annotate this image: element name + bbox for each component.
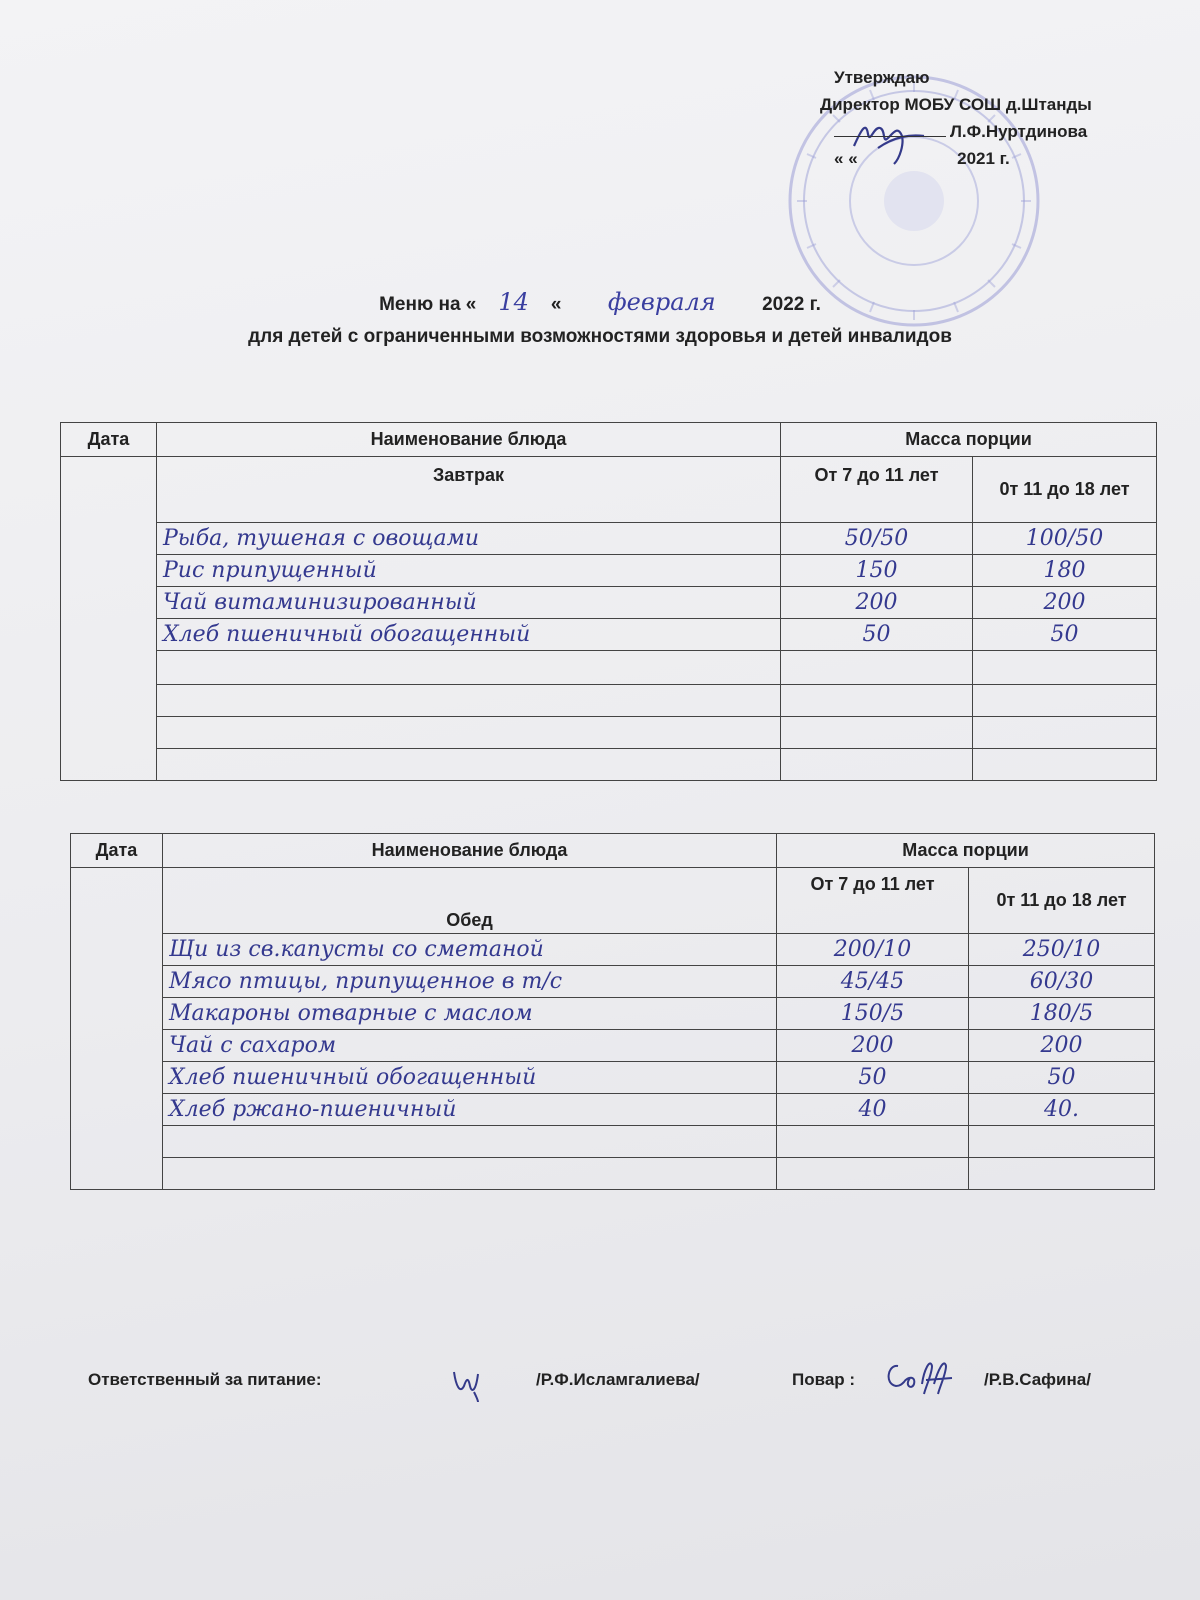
portion-7-11: 200/10: [777, 934, 969, 966]
table-header-row: [71, 834, 1155, 868]
dish-name: Щи из св.капусты со сметаной: [163, 934, 777, 966]
portion-11-18: 200: [969, 1030, 1155, 1062]
approval-label: Утверждаю: [834, 68, 930, 87]
footer-signatures: [88, 1370, 1188, 1410]
title-month: февраля: [607, 288, 716, 316]
portion-7-11: 150: [781, 555, 973, 587]
date-cell: [61, 457, 157, 781]
dish-name: Чай с сахаром: [163, 1030, 777, 1062]
dish-name: Макароны отварные с маслом: [163, 998, 777, 1030]
cook-signature-icon: [882, 1356, 964, 1396]
portion-11-18: 180: [973, 555, 1157, 587]
header-portion: Масса порции: [777, 834, 1155, 868]
title-prefix: Меню на «: [379, 294, 477, 315]
dish-name: Хлеб ржано-пшеничный: [163, 1094, 777, 1126]
header-dish: Наименование блюда: [163, 834, 777, 868]
approval-position: Директор МОБУ СОШ д.Штанды: [820, 95, 1092, 114]
portion-7-11: 40: [777, 1094, 969, 1126]
approval-block: [820, 64, 1092, 172]
table-row: [71, 1062, 1155, 1094]
header-age-11-18: 0т 11 до 18 лет: [973, 457, 1157, 523]
dish-name: Мясо птицы, припущенное в т/с: [163, 966, 777, 998]
header-dish: Наименование блюда: [157, 423, 781, 457]
empty-row: [61, 717, 1157, 749]
portion-11-18: 50: [973, 619, 1157, 651]
portion-11-18: 50: [969, 1062, 1155, 1094]
dish-name: Чай витаминизированный: [157, 587, 781, 619]
table-row: [71, 1030, 1155, 1062]
approval-date-open: «: [834, 149, 844, 168]
portion-11-18: 250/10: [969, 934, 1155, 966]
cook-name: /Р.В.Сафина/: [984, 1370, 1091, 1389]
dish-name: Рыба, тушеная с овощами: [157, 523, 781, 555]
empty-row: [71, 1126, 1155, 1158]
table-subheader-row: [61, 457, 1157, 523]
title-year: 2022 г.: [762, 294, 821, 315]
approval-date-mid: «: [848, 149, 858, 168]
portion-7-11: 200: [777, 1030, 969, 1062]
table-subheader-row: [71, 868, 1155, 934]
responsible-signature-icon: [448, 1362, 488, 1402]
portion-7-11: 45/45: [777, 966, 969, 998]
meal-label-lunch: Обед: [163, 868, 777, 934]
empty-row: [71, 1158, 1155, 1190]
signature-line: [834, 122, 946, 137]
portion-7-11: 150/5: [777, 998, 969, 1030]
approval-name: Л.Ф.Нуртдинова: [950, 122, 1088, 141]
dish-name: Рис припущенный: [157, 555, 781, 587]
title-mid: «: [550, 294, 562, 315]
table-row: [61, 555, 1157, 587]
responsible-name: /Р.Ф.Исламгалиева/: [536, 1370, 700, 1389]
dish-name: Хлеб пшеничный обогащенный: [157, 619, 781, 651]
empty-row: [61, 651, 1157, 685]
empty-row: [61, 685, 1157, 717]
portion-11-18: 40.: [969, 1094, 1155, 1126]
table-row: [71, 1094, 1155, 1126]
table-row: [61, 619, 1157, 651]
table-row: [71, 934, 1155, 966]
table-row: [61, 523, 1157, 555]
page-title: [0, 288, 1200, 316]
header-portion: Масса порции: [781, 423, 1157, 457]
portion-11-18: 60/30: [969, 966, 1155, 998]
header-date: Дата: [61, 423, 157, 457]
portion-7-11: 50: [781, 619, 973, 651]
empty-row: [61, 749, 1157, 781]
table-row: [71, 998, 1155, 1030]
approval-year: 2021 г.: [957, 149, 1010, 168]
table-row: [71, 966, 1155, 998]
portion-7-11: 50: [777, 1062, 969, 1094]
table-row: [61, 587, 1157, 619]
portion-11-18: 180/5: [969, 998, 1155, 1030]
meal-label-breakfast: Завтрак: [157, 457, 781, 523]
title-day: 14: [498, 288, 529, 316]
header-date: Дата: [71, 834, 163, 868]
table-header-row: [61, 423, 1157, 457]
breakfast-table: [60, 422, 1157, 781]
portion-11-18: 200: [973, 587, 1157, 619]
page-subtitle: для детей с ограниченными возможностями здоровья и детей инвалидов: [248, 326, 952, 347]
responsible-label: Ответственный за питание:: [88, 1370, 322, 1389]
lunch-table: [70, 833, 1155, 1190]
portion-7-11: 50/50: [781, 523, 973, 555]
portion-11-18: 100/50: [973, 523, 1157, 555]
cook-label: Повар :: [792, 1370, 856, 1389]
portion-7-11: 200: [781, 587, 973, 619]
header-age-7-11: От 7 до 11 лет: [781, 457, 973, 523]
header-age-7-11: От 7 до 11 лет: [777, 868, 969, 934]
dish-name: Хлеб пшеничный обогащенный: [163, 1062, 777, 1094]
date-cell: [71, 868, 163, 1190]
header-age-11-18: 0т 11 до 18 лет: [969, 868, 1155, 934]
